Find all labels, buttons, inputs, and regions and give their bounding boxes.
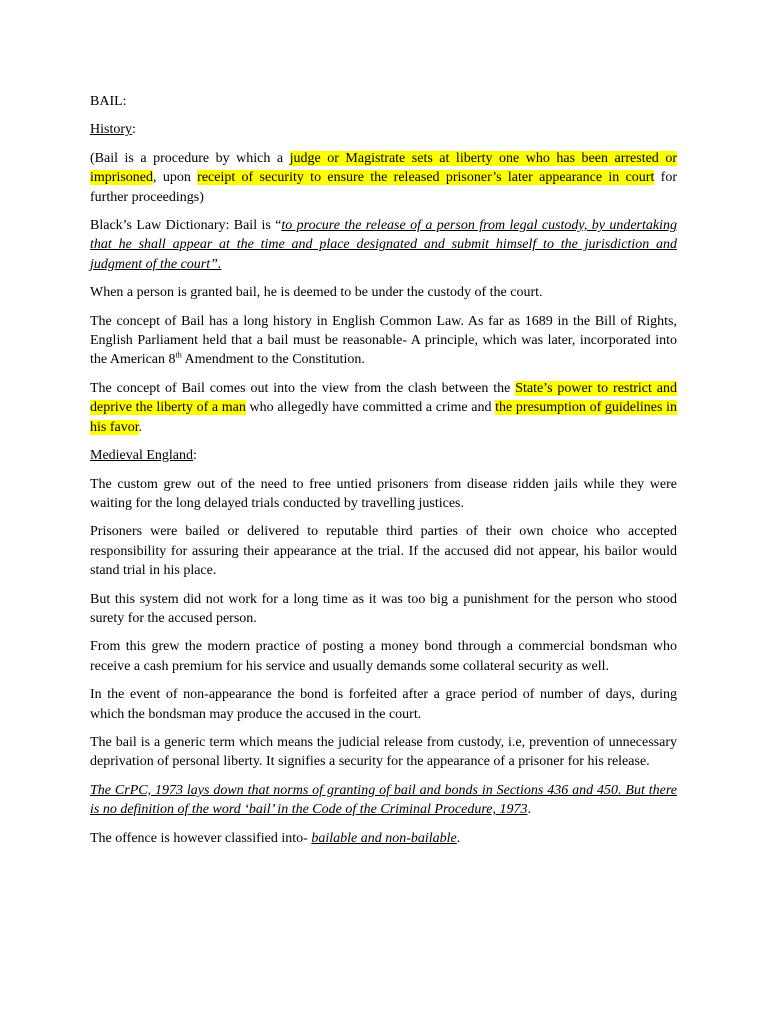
paragraph-classification: The offence is however classified into- bailable and non-bailable. <box>90 830 461 846</box>
paragraph-crpc: The CrPC, 1973 lays down that norms of granting of bail and bonds in Sections 436 and 450. But there is no definition of the word ‘bail’ in the Code of the Criminal Procedure, 1973. <box>90 782 677 818</box>
history-heading: History: <box>90 122 136 138</box>
paragraph-generic-term: The bail is a generic term which means the judicial release from custody, i.e, prevention of unnecessary deprivation of personal liberty. It signifies a security for the appearance of a prisoner for his release. <box>90 734 677 770</box>
paragraph-money-bond: From this grew the modern practice of posting a money bond through a commercial bondsman who receive a cash premium for his service and usually demands some collateral security as well. <box>90 639 677 674</box>
medieval-heading: Medieval England: <box>90 448 197 464</box>
document-page <box>90 92 677 857</box>
paragraph-blacks-law: Black’s Law Dictionary: Bail is “to procure the release of a person from legal custody, by undertaking that he shall appear at the time and place designated and submit himself to the jurisdiction and judgment of the court”. <box>90 218 677 272</box>
paragraph-bail-definition: (Bail is a procedure by which a judge or Magistrate sets at liberty one who has been arrested or imprisoned, upon receipt of security to ensure the released prisoner’s later appearance in court for further proceedings) <box>90 150 678 205</box>
paragraph-system: But this system did not work for a long time as it was too big a punishment for the person who stood surety for the accused person. <box>90 591 677 626</box>
paragraph-custody: When a person is granted bail, he is deemed to be under the custody of the court. <box>90 285 543 301</box>
paragraph-prisoners: Prisoners were bailed or delivered to reputable third parties of their own choice who accepted responsibility for assuring their appearance at the trial. If the accused did not appear, his bailor would stand trial in his place. <box>90 524 677 579</box>
highlight: judge or Magistrate sets at liberty one who has been arrested or imprisoned <box>90 150 677 186</box>
highlight: the presumption of guidelines in his favor <box>90 400 677 435</box>
paragraph-clash: The concept of Bail comes out into the view from the clash between the State’s power to restrict and deprive the liberty of a man who allegedly have committed a crime and the presumption of guidelines in his favor. <box>90 380 677 435</box>
highlight: receipt of security to ensure the released prisoner’s later appearance in court <box>197 170 655 186</box>
highlight: State’s power to restrict and deprive the liberty of a man <box>90 380 677 416</box>
paragraph-custom: The custom grew out of the need to free untied prisoners from disease ridden jails while they were waiting for the long delayed trials conducted by travelling justices. <box>90 476 677 511</box>
paragraph-common-law: The concept of Bail has a long history in English Common Law. As far as 1689 in the Bill of Rights, English Parliament held that a bail must be reasonable- A principle, which was later, incorporated into the American 8th Amendment to the Constitution. <box>90 313 677 368</box>
document-title: BAIL: <box>90 94 127 109</box>
paragraph-non-appearance: In the event of non-appearance the bond is forfeited after a grace period of number of days, during which the bondsman may produce the accused in the court. <box>90 687 677 722</box>
